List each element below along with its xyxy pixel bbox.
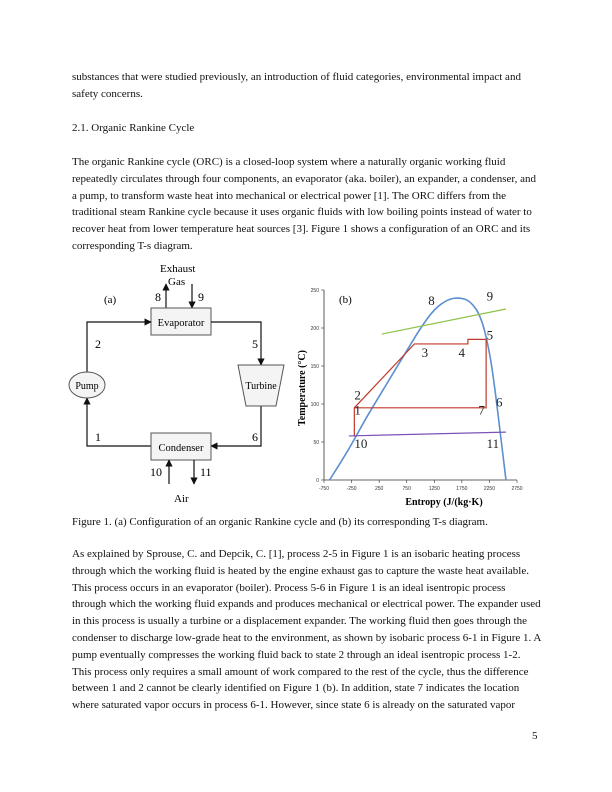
y-tick-label: 150 <box>310 364 319 370</box>
x-tick-label: 1250 <box>428 486 440 492</box>
figure-svg <box>62 258 552 514</box>
figure-1 <box>62 258 552 514</box>
x-tick-label: 2750 <box>511 486 523 492</box>
state-point-label-7: 7 <box>478 402 485 418</box>
pump-label: Pump <box>75 381 99 392</box>
y-tick-label: 0 <box>316 478 319 484</box>
figure-caption: Figure 1. (a) Configuration of an organic Rankine cycle and (b) its corresponding T-s diagram. <box>72 516 488 528</box>
page-number: 5 <box>532 730 538 742</box>
air-label: Air <box>174 493 189 505</box>
state-point-label-10: 10 <box>354 436 368 452</box>
section-heading: 2.1. Organic Rankine Cycle <box>72 122 195 134</box>
state-10: 10 <box>150 465 162 479</box>
state-point-label-1: 1 <box>354 402 361 418</box>
gas-label: Gas <box>168 276 186 288</box>
state-point-label-3: 3 <box>421 344 429 360</box>
state-point-label-8: 8 <box>428 293 435 309</box>
x-axis-title: Entropy (J/(kg·K) <box>405 497 483 508</box>
panel-a-diagram <box>69 263 284 505</box>
turbine-label: Turbine <box>245 381 277 392</box>
y-axis-title: Temperature (°C) <box>297 350 308 426</box>
state-9: 9 <box>198 290 204 304</box>
x-tick-label: -250 <box>346 486 357 492</box>
y-tick-label: 100 <box>310 402 319 408</box>
paragraph-intro: substances that were studied previously, an introduction of fluid categories, environmental impact and safety concerns. <box>72 71 521 100</box>
condenser-label: Condenser <box>158 443 204 454</box>
paragraph-process: As explained by Sprouse, C. and Depcik, C. [1], process 2-5 in Figure 1 is an isobaric heating process through which the working fluid is heated by the engine exhaust gas to capture the waste heat available. This process occurs in an evaporator (boiler). Process 5-6 in Figure 1 is an ideal isentropic process through which the working fluid expands and produces mechanical or electrical power. The expander used in this process is usually a turbine or a displacement expander. The working fluid then goes through the condenser to discharge low-grade heat to the environment, as shown by isobaric process 6-1 in Figure 1. A pump eventually compresses the working fluid back to state 2 through an ideal isentropic process 1-2. This process only requires a small amount of work compared to the rest of the cycle, thus the difference between 1 and 2 cannot be clearly identified on Figure 1 (b). In addition, state 7 indicates the location where saturated vapor occurs in process 6-1. However, since state 6 is already on the saturated vapor <box>72 548 541 712</box>
ts-diagram-chart <box>297 288 523 508</box>
state-8: 8 <box>155 290 161 304</box>
x-tick-label: 1750 <box>456 486 468 492</box>
state-2: 2 <box>95 337 101 351</box>
paragraph-orc: The organic Rankine cycle (ORC) is a closed-loop system where a naturally organic working fluid repeatedly circulates through four components, an evaporator (aka. boiler), an expander, a condenser, and a pump, to transform waste heat into mechanical or electrical power [1]. The ORC differs from the traditional steam Rankine cycle because it uses organic fluids with low boiling points instead of water to recover heat from lower temperature heat sources [3]. Figure 1 shows a configuration of an ORC and its corresponding T-s diagram. <box>72 156 536 252</box>
x-tick-label: -750 <box>318 486 330 492</box>
evaporator-label: Evaporator <box>157 318 205 329</box>
series-cooling-line <box>349 432 506 436</box>
y-tick-label: 250 <box>310 288 319 294</box>
series-cycle <box>354 339 486 436</box>
y-tick-label: 200 <box>310 326 319 332</box>
exhaust-label: Exhaust <box>160 263 196 275</box>
x-tick-label: 750 <box>402 486 411 492</box>
state-5: 5 <box>252 337 258 351</box>
state-1: 1 <box>95 430 101 444</box>
state-point-label-6: 6 <box>496 394 503 410</box>
state-point-label-9: 9 <box>486 288 494 304</box>
y-tick-label: 50 <box>313 440 319 446</box>
state-point-label-4: 4 <box>458 344 466 360</box>
x-tick-label: 2250 <box>483 486 495 492</box>
state-point-label-11: 11 <box>486 436 500 452</box>
x-tick-label: 250 <box>374 486 384 492</box>
state-point-label-5: 5 <box>486 327 494 343</box>
panel-b-label: (b) <box>339 294 352 306</box>
panel-a-label: (a) <box>104 294 117 306</box>
state-point-label-2: 2 <box>354 387 361 403</box>
state-6: 6 <box>252 430 258 444</box>
state-11: 11 <box>200 465 212 479</box>
